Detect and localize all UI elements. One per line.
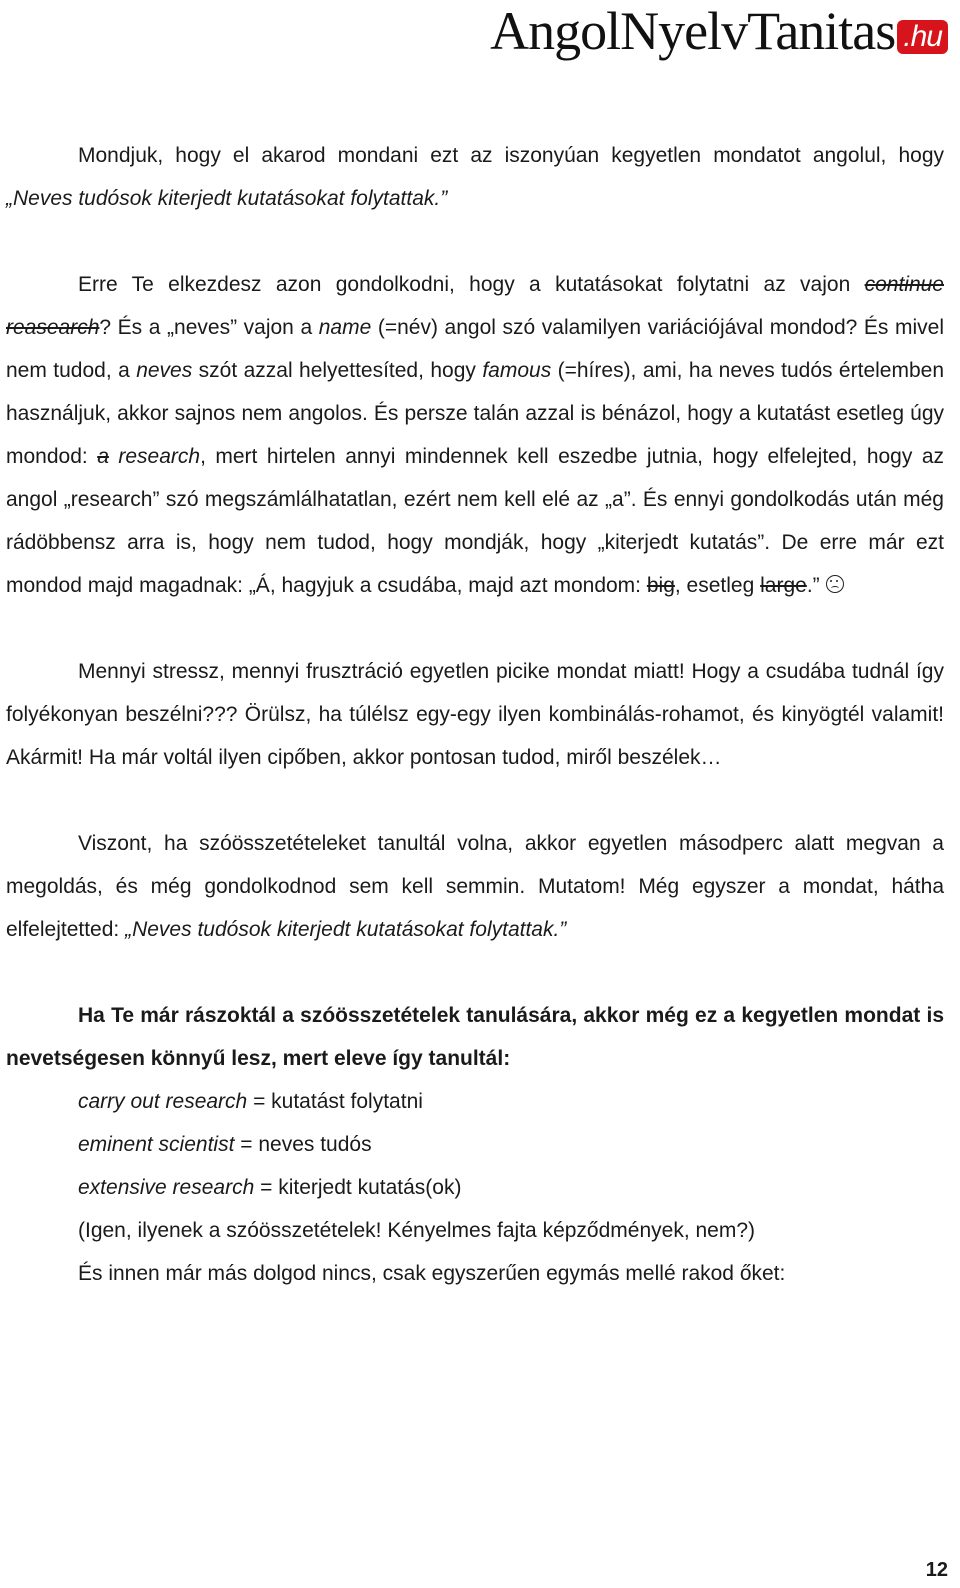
struck-word: large	[760, 574, 807, 597]
paragraph-solution	[6, 822, 944, 951]
text-span	[109, 445, 118, 468]
vocab-hungarian: = neves tudós	[234, 1133, 372, 1156]
struck-word: big	[646, 574, 675, 597]
vocab-item	[6, 1166, 944, 1209]
vocab-item	[6, 1080, 944, 1123]
text-span: (=híres), ami, ha neves tudós értelemben használjuk, akkor sajnos nem angolos. És persze talán azzal is bénázol, hogy a kutatást esetleg úgy mondod:	[6, 359, 944, 468]
italic-word: neves	[136, 359, 193, 382]
text-span: .”	[806, 574, 820, 597]
italic-word: famous	[482, 359, 552, 382]
intro-text: Mondjuk, hogy el akarod mondani ezt az iszonyúan kegyetlen mondatot angolul, hogy	[78, 144, 944, 167]
vocab-item	[6, 1123, 944, 1166]
italic-word: research	[118, 445, 201, 468]
vocab-note: (Igen, ilyenek a szóösszetételek! Kényelmes fajta képződmények, nem?)	[78, 1219, 756, 1242]
text-span: , esetleg	[674, 574, 761, 597]
vocab-english: extensive research	[78, 1176, 255, 1199]
intro-example-sentence: „Neves tudósok kiterjedt kutatásokat folytattak.”	[6, 187, 448, 210]
article-body	[6, 134, 944, 1295]
vocab-hungarian: = kiterjedt kutatás(ok)	[254, 1176, 462, 1199]
frown-face-icon	[826, 575, 844, 593]
text-span: Viszont, ha szóösszetételeket tanultál volna, akkor egyetlen másodperc alatt megvan a megoldás, és még gondolkodnod sem kell semmin. Mutatom! Még egyszer a mondat, hátha elfelejtetted:	[6, 832, 944, 941]
logo-text: AngolNyelvTanitas	[490, 1, 896, 61]
vocab-hungarian: = kutatást folytatni	[247, 1090, 423, 1113]
struck-phrase: continue reasearch	[6, 273, 944, 339]
paragraph-stress: Mennyi stressz, mennyi frusztráció egyetlen picike mondat miatt! Hogy a csudába tudnál így folyékonyan beszélni??? Örülsz, ha túlélsz egy-egy ilyen kombinálás-rohamot, és kinyögtél valamit! Akármit! Ha már voltál ilyen cipőben, akkor pontosan tudod, miről beszélek…	[6, 660, 944, 769]
text-span: szót azzal helyettesíted, hogy	[192, 359, 483, 382]
paragraph-thinking	[6, 263, 944, 607]
vocab-english: carry out research	[78, 1090, 248, 1113]
site-logo	[490, 1, 948, 61]
paragraph-closing: És innen már más dolgod nincs, csak egyszerűen egymás mellé rakod őket:	[78, 1262, 786, 1285]
struck-article: a	[97, 445, 109, 468]
paragraph-intro	[6, 134, 944, 220]
text-span: (=név) angol szó valamilyen variációjával mondod? És mivel nem tudod, a	[6, 316, 944, 382]
text-span: Erre Te elkezdesz azon gondolkodni, hogy a kutatásokat folytatni az vajon	[78, 273, 865, 296]
example-sentence: „Neves tudósok kiterjedt kutatásokat folytattak.”	[125, 918, 567, 941]
italic-word: name	[318, 316, 372, 339]
logo-accent: .hu	[897, 20, 948, 54]
vocab-english: eminent scientist	[78, 1133, 235, 1156]
text-span: , mert hirtelen annyi mindennek kell eszedbe jutnia, hogy elfelejted, hogy az angol „research” szó megszámlálhatatlan, ezért nem kell elé az „a”. És ennyi gondolkodás után még rádöbbensz arra is, hogy nem tudod, hogy mondják, hogy „kiterjedt kutatás”. De erre már ezt mondod majd magadnak: „Á, hagyjuk a csudába, majd azt mondom:	[6, 445, 945, 597]
page-number: 12	[925, 1559, 948, 1581]
text-span: ? És a „neves” vajon a	[99, 316, 319, 339]
paragraph-highlight: Ha Te már rászoktál a szóösszetételek tanulására, akkor még ez a kegyetlen mondat is nevetségesen könnyű lesz, mert eleve így tanultál:	[6, 1004, 944, 1070]
